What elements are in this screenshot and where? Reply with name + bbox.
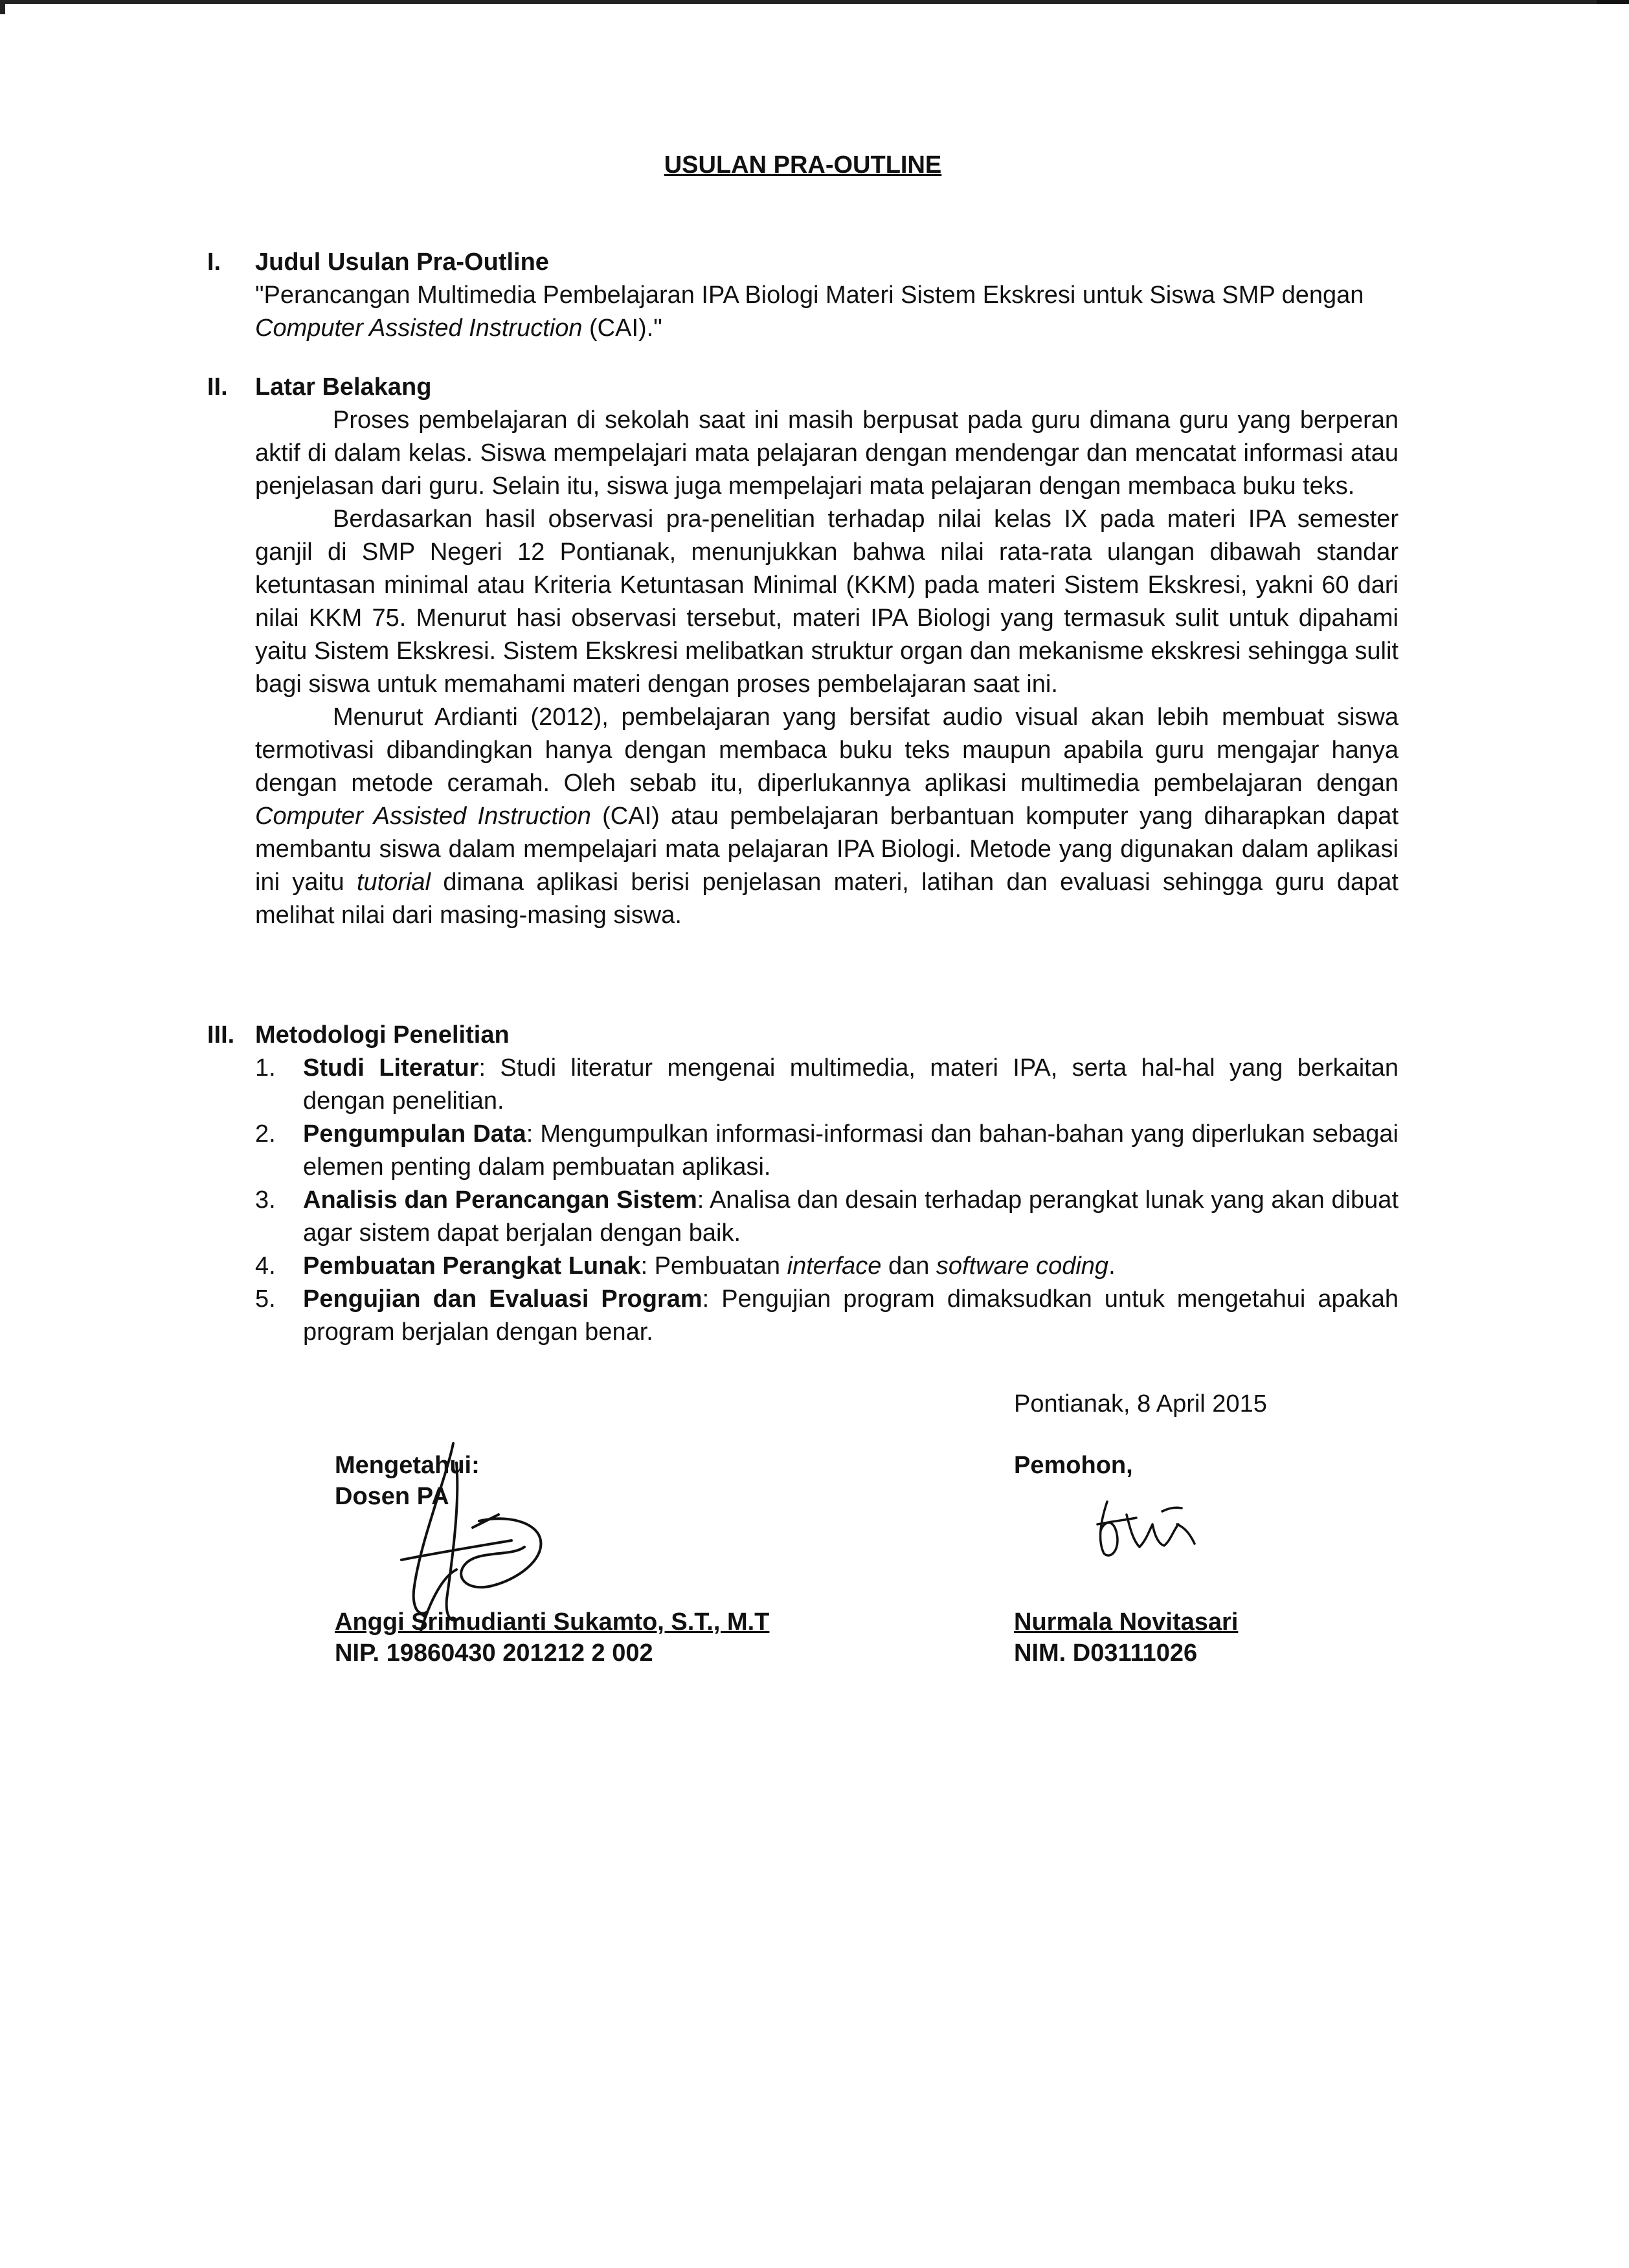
section-latar-belakang (207, 371, 1399, 932)
section-judul (207, 246, 1399, 345)
scan-edge-mark (0, 0, 5, 14)
applicant-signature (1088, 1489, 1204, 1566)
advisor-signature (376, 1437, 583, 1657)
section-heading: Latar Belakang (255, 373, 432, 401)
scan-edge-top (0, 0, 1629, 4)
paragraph-2: Berdasarkan hasil observasi pra-penelitian terhadap nilai kelas IX pada materi IPA semester ganjil di SMP Negeri 12 Pontianak, menunjukkan bahwa nilai rata-rata ulangan dibawah standar ketuntasan minimal atau Kriteria Ketuntasan Minimal (KKM) pada materi Sistem Ekskresi, yakni 60 dari nilai KKM 75. Menurut hasi observasi tersebut, materi IPA Biologi yang termasuk sulit untuk dipahami yaitu Sistem Ekskresi. Sistem Ekskresi melibatkan struktur organ dan mekanisme ekskresi sehingga sulit bagi siswa untuk memahami materi dengan proses pembelajaran saat ini. (255, 506, 1399, 698)
list-item: 5. Pengujian dan Evaluasi Program: Pengujian program dimaksudkan untuk mengetahui apakah program berjalan dengan benar. (255, 1285, 1399, 1346)
advisor-label: Mengetahui: (335, 1452, 480, 1479)
section-heading: Judul Usulan Pra-Outline (255, 249, 549, 276)
section-heading: Metodologi Penelitian (255, 1021, 510, 1049)
paragraph-3: Menurut Ardianti (2012), pembelajaran yang bersifat audio visual akan lebih membuat siswa termotivasi dibandingkan hanya dengan membaca buku teks maupun apabila guru mengajar hanya dengan metode ceramah. Oleh sebab itu, diperlukannya aplikasi multimedia pembelajaran dengan Computer Assisted Instruction (CAI) atau pembelajaran berbantuan komputer yang diharapkan dapat membantu siswa dalam mempelajari mata pelajaran IPA Biologi. Metode yang digunakan dalam aplikasi ini yaitu tutorial dimana aplikasi berisi penjelasan materi, latihan dan evaluasi sehingga guru dapat melihat nilai dari masing-masing siswa. (255, 704, 1399, 929)
applicant-block (1014, 1450, 1133, 1481)
place-date: Pontianak, 8 April 2015 (1014, 1390, 1267, 1418)
section-number: I. (207, 249, 221, 276)
scan-edge-mark-right (1597, 0, 1629, 4)
applicant-label: Pemohon, (1014, 1452, 1133, 1479)
list-item: 4. Pembuatan Perangkat Lunak: Pembuatan interface dan software coding. (255, 1252, 1116, 1280)
section-metodologi (207, 1019, 1399, 1349)
judul-text: "Perancangan Multimedia Pembelajaran IPA Biologi Materi Sistem Ekskresi untuk Siswa SMP dengan Computer Assisted Instruction (CAI)." (255, 282, 1364, 342)
document-title: USULAN PRA-OUTLINE (664, 151, 942, 179)
applicant-name: Nurmala Novitasari (1014, 1608, 1239, 1636)
list-item: 1. Studi Literatur: Studi literatur mengenai multimedia, materi IPA, serta hal-hal yang berkaitan dengan penelitian. (255, 1054, 1399, 1115)
applicant-name-block (1014, 1606, 1238, 1669)
section-number: III. (207, 1021, 235, 1049)
applicant-nim: NIM. D03111026 (1014, 1640, 1198, 1667)
advisor-role: Dosen PA (335, 1483, 449, 1510)
paragraph-1: Proses pembelajaran di sekolah saat ini masih berpusat pada guru dimana guru yang berperan aktif di dalam kelas. Siswa mempelajari mata pelajaran dengan mendengar dan mencatat informasi atau penjelasan dari guru. Selain itu, siswa juga mempelajari mata pelajaran dengan membaca buku teks. (255, 406, 1399, 500)
list-item: 2. Pengumpulan Data: Mengumpulkan informasi-informasi dan bahan-bahan yang diperlukan sebagai elemen penting dalam pembuatan aplikasi. (255, 1120, 1399, 1181)
section-number: II. (207, 373, 228, 401)
method-list (255, 1052, 1399, 1349)
advisor-name: Anggi Srimudianti Sukamto, S.T., M.T (335, 1608, 770, 1636)
list-item: 3. Analisis dan Perancangan Sistem: Analisa dan desain terhadap perangkat lunak yang akan dibuat agar sistem dapat berjalan dengan baik. (255, 1186, 1399, 1247)
section-body (255, 404, 1399, 932)
advisor-nip: NIP. 19860430 201212 2 002 (335, 1640, 653, 1667)
